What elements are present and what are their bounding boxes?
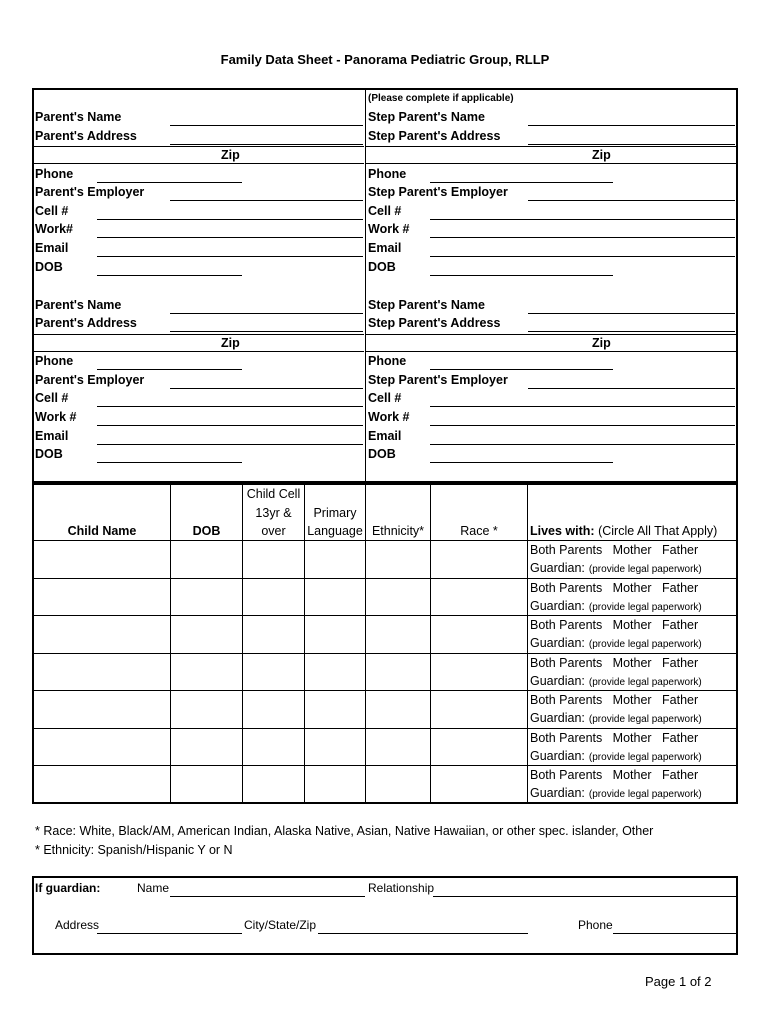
guardian-relationship-field[interactable]: [433, 882, 736, 897]
parent1-email-label: Email: [35, 241, 69, 255]
primary-language-cell[interactable]: [305, 691, 365, 728]
child-name-cell[interactable]: [34, 541, 170, 578]
parent1-phone-field[interactable]: [97, 168, 242, 183]
parent2-work-label: Work #: [35, 410, 77, 424]
step-parent-note: (Please complete if applicable): [368, 93, 514, 104]
header-lives-with-bold: Lives with:: [530, 524, 595, 538]
ethnicity-cell[interactable]: [366, 654, 430, 691]
guardian-option[interactable]: [530, 710, 702, 728]
child-dob-cell[interactable]: [171, 616, 242, 653]
ethnicity-cell[interactable]: [366, 579, 430, 616]
parent2-work-field[interactable]: [97, 411, 363, 426]
child-dob-cell[interactable]: [171, 729, 242, 766]
header-child-name: Child Name: [67, 524, 137, 538]
parent1-cell-field[interactable]: [97, 205, 363, 220]
header-lives-with-rest: (Circle All That Apply): [594, 524, 718, 538]
race-cell[interactable]: [431, 691, 527, 728]
guardian-option-label: Guardian:: [530, 786, 585, 800]
ethnicity-cell[interactable]: [366, 691, 430, 728]
guardian-option-note: (provide legal paperwork): [588, 676, 702, 688]
race-cell[interactable]: [431, 766, 527, 803]
header-child-cell-1: Child Cell: [246, 487, 301, 501]
parent1-phone-label: Phone: [35, 167, 74, 181]
guardian-address-label: Address: [55, 918, 100, 932]
ethnicity-cell[interactable]: [366, 616, 430, 653]
parent1-employer-label: Parent's Employer: [35, 185, 145, 199]
step1-zip-label: Zip: [592, 148, 611, 162]
parent2-name-field[interactable]: [170, 299, 363, 314]
step2-zip-field[interactable]: [366, 337, 736, 352]
child-cell-phone-cell[interactable]: [243, 729, 304, 766]
step1-zip-top-line: [366, 146, 736, 147]
race-cell[interactable]: [431, 541, 527, 578]
parent1-dob-field[interactable]: [97, 261, 242, 276]
primary-language-cell[interactable]: [305, 729, 365, 766]
guardian-option-label: Guardian:: [530, 711, 585, 725]
child-cell-phone-cell[interactable]: [243, 691, 304, 728]
step1-address-label: Step Parent's Address: [368, 129, 501, 143]
step2-name-label: Step Parent's Name: [368, 298, 485, 312]
primary-language-cell[interactable]: [305, 579, 365, 616]
guardian-option[interactable]: [530, 560, 702, 578]
step1-email-label: Email: [368, 241, 402, 255]
lives-with-options[interactable]: Both Parents Mother Father: [530, 618, 699, 632]
guardian-name-label: Name: [137, 881, 170, 895]
guardian-option-note: (provide legal paperwork): [588, 564, 702, 575]
guardian-option-label: Guardian:: [530, 598, 585, 613]
parent1-email-field[interactable]: [97, 242, 363, 257]
parent2-address-field[interactable]: [170, 317, 363, 332]
lives-with-options[interactable]: Both Parents Mother Father: [530, 580, 699, 595]
guardian-option-label: Guardian:: [530, 673, 585, 688]
guardian-option[interactable]: [530, 598, 702, 616]
if-guardian-label: If guardian:: [35, 881, 101, 895]
child-cell-phone-cell[interactable]: [243, 616, 304, 653]
step1-name-field[interactable]: [528, 111, 735, 126]
child-cell-phone-cell[interactable]: [243, 766, 304, 803]
ethnicity-cell[interactable]: [366, 766, 430, 803]
guardian-option-note: (provide legal paperwork): [588, 639, 702, 650]
parent2-zip-label: Zip: [221, 336, 240, 350]
guardian-phone-field[interactable]: [613, 919, 736, 934]
guardian-name-field[interactable]: [170, 882, 365, 897]
step2-employer-label: Step Parent's Employer: [368, 373, 508, 387]
child-name-cell[interactable]: [34, 729, 170, 766]
parent2-phone-field[interactable]: [97, 355, 242, 370]
race-cell[interactable]: [431, 729, 527, 766]
parent2-email-field[interactable]: [97, 430, 363, 445]
header-race: Race *: [460, 524, 498, 538]
step1-phone-label: Phone: [368, 167, 407, 181]
step1-employer-field[interactable]: [528, 186, 735, 201]
col-divider-lives: [527, 484, 528, 803]
lives-with-options[interactable]: Both Parents Mother Father: [530, 655, 699, 670]
child-dob-cell[interactable]: [171, 766, 242, 803]
step1-phone-field[interactable]: [430, 168, 613, 183]
header-child-cell-3: over: [261, 524, 286, 538]
child-name-cell[interactable]: [34, 654, 170, 691]
lives-with-options[interactable]: Both Parents Mother Father: [530, 543, 699, 557]
ethnicity-cell[interactable]: [366, 729, 430, 766]
step2-cell-field[interactable]: [430, 392, 735, 407]
guardian-option[interactable]: [530, 748, 702, 766]
step2-cell-label: Cell #: [368, 391, 402, 405]
race-footnote: * Race: White, Black/AM, American Indian, Alaska Native, Asian, Native Hawaiian, or other spec. islander, Other: [35, 824, 654, 838]
parent2-dob-field[interactable]: [97, 448, 242, 463]
header-ethnicity: Ethnicity*: [371, 524, 425, 538]
child-dob-cell[interactable]: [171, 579, 242, 616]
header-primary-1: Primary: [313, 506, 357, 520]
parent1-zip-label: Zip: [221, 148, 240, 162]
step1-cell-label: Cell #: [368, 204, 402, 218]
parent-section-divider: [365, 89, 366, 482]
child-cell-phone-cell[interactable]: [243, 541, 304, 578]
parent1-name-field[interactable]: [170, 111, 363, 126]
step2-address-field[interactable]: [528, 317, 735, 332]
guardian-phone-label: Phone: [578, 918, 613, 932]
race-cell[interactable]: [431, 654, 527, 691]
parent2-zip-field[interactable]: [34, 337, 364, 352]
parent1-work-label: Work#: [35, 222, 73, 236]
parent2-cell-label: Cell #: [35, 391, 69, 405]
lives-with-options[interactable]: Both Parents Mother Father: [530, 768, 699, 782]
ethnicity-footnote: * Ethnicity: Spanish/Hispanic Y or N: [35, 843, 233, 857]
step1-email-field[interactable]: [430, 242, 735, 257]
guardian-option-label: Guardian:: [530, 561, 585, 575]
parent1-zip-top-line: [34, 146, 364, 147]
ethnicity-cell[interactable]: [366, 541, 430, 578]
step1-dob-field[interactable]: [430, 261, 613, 276]
step1-work-label: Work #: [368, 222, 410, 236]
lives-with-options[interactable]: Both Parents Mother Father: [530, 730, 699, 745]
primary-language-cell[interactable]: [305, 654, 365, 691]
child-cell-phone-cell[interactable]: [243, 579, 304, 616]
parent1-zip-field[interactable]: [34, 149, 364, 164]
header-lives-with: [530, 523, 717, 539]
primary-language-cell[interactable]: [305, 541, 365, 578]
page-title: Family Data Sheet - Panorama Pediatric Group, RLLP: [220, 52, 550, 67]
step2-dob-field[interactable]: [430, 448, 613, 463]
step1-work-field[interactable]: [430, 223, 735, 238]
step2-dob-label: DOB: [368, 447, 396, 461]
step1-cell-field[interactable]: [430, 205, 735, 220]
guardian-option[interactable]: [530, 673, 702, 691]
parent1-employer-field[interactable]: [170, 186, 363, 201]
primary-language-cell[interactable]: [305, 766, 365, 803]
step2-zip-label: Zip: [592, 336, 611, 350]
header-primary-2: Language: [307, 524, 363, 538]
child-name-cell[interactable]: [34, 766, 170, 803]
step2-work-field[interactable]: [430, 411, 735, 426]
guardian-relationship-label: Relationship: [368, 881, 435, 895]
race-cell[interactable]: [431, 579, 527, 616]
guardian-option-note: (provide legal paperwork): [588, 789, 702, 800]
step2-employer-field[interactable]: [528, 374, 735, 389]
guardian-city-label: City/State/Zip: [244, 918, 317, 932]
parent1-address-field[interactable]: [170, 130, 363, 145]
guardian-option-note: (provide legal paperwork): [588, 714, 702, 725]
primary-language-cell[interactable]: [305, 616, 365, 653]
parent2-employer-label: Parent's Employer: [35, 373, 145, 387]
guardian-address-field[interactable]: [97, 919, 242, 934]
step1-zip-field[interactable]: [366, 149, 736, 164]
guardian-city-field[interactable]: [318, 919, 528, 934]
parent1-name-label: Parent's Name: [35, 110, 122, 124]
child-dob-cell[interactable]: [171, 691, 242, 728]
step1-dob-label: DOB: [368, 260, 396, 274]
parent2-phone-label: Phone: [35, 354, 74, 368]
parent1-cell-label: Cell #: [35, 204, 69, 218]
step2-phone-field[interactable]: [430, 355, 613, 370]
parent2-employer-field[interactable]: [170, 374, 363, 389]
guardian-option-note: (provide legal paperwork): [588, 751, 702, 763]
child-name-cell[interactable]: [34, 579, 170, 616]
step2-name-field[interactable]: [528, 299, 735, 314]
parent1-work-field[interactable]: [97, 223, 363, 238]
step2-email-field[interactable]: [430, 430, 735, 445]
child-dob-cell[interactable]: [171, 541, 242, 578]
race-cell[interactable]: [431, 616, 527, 653]
lives-with-options[interactable]: Both Parents Mother Father: [530, 693, 699, 707]
step1-address-field[interactable]: [528, 130, 735, 145]
step2-address-label: Step Parent's Address: [368, 316, 501, 330]
step2-email-label: Email: [368, 429, 402, 443]
step2-phone-label: Phone: [368, 354, 407, 368]
child-name-cell[interactable]: [34, 691, 170, 728]
child-cell-phone-cell[interactable]: [243, 654, 304, 691]
header-dob: DOB: [192, 524, 221, 538]
parent2-name-label: Parent's Name: [35, 298, 122, 312]
parent1-dob-label: DOB: [35, 260, 63, 274]
guardian-option[interactable]: [530, 785, 702, 803]
parent2-address-label: Parent's Address: [35, 316, 137, 330]
page-number: Page 1 of 2: [645, 974, 712, 989]
guardian-option-label: Guardian:: [530, 748, 585, 763]
guardian-option-label: Guardian:: [530, 636, 585, 650]
guardian-option-note: (provide legal paperwork): [588, 601, 702, 613]
step1-name-label: Step Parent's Name: [368, 110, 485, 124]
parent2-zip-top-line: [34, 334, 364, 335]
child-dob-cell[interactable]: [171, 654, 242, 691]
step2-zip-top-line: [366, 334, 736, 335]
parent2-email-label: Email: [35, 429, 69, 443]
parent1-address-label: Parent's Address: [35, 129, 137, 143]
child-name-cell[interactable]: [34, 616, 170, 653]
parent2-dob-label: DOB: [35, 447, 63, 461]
header-child-cell-2: 13yr &: [255, 506, 292, 520]
step2-work-label: Work #: [368, 410, 410, 424]
guardian-option[interactable]: [530, 635, 702, 653]
parent2-cell-field[interactable]: [97, 392, 363, 407]
step1-employer-label: Step Parent's Employer: [368, 185, 508, 199]
